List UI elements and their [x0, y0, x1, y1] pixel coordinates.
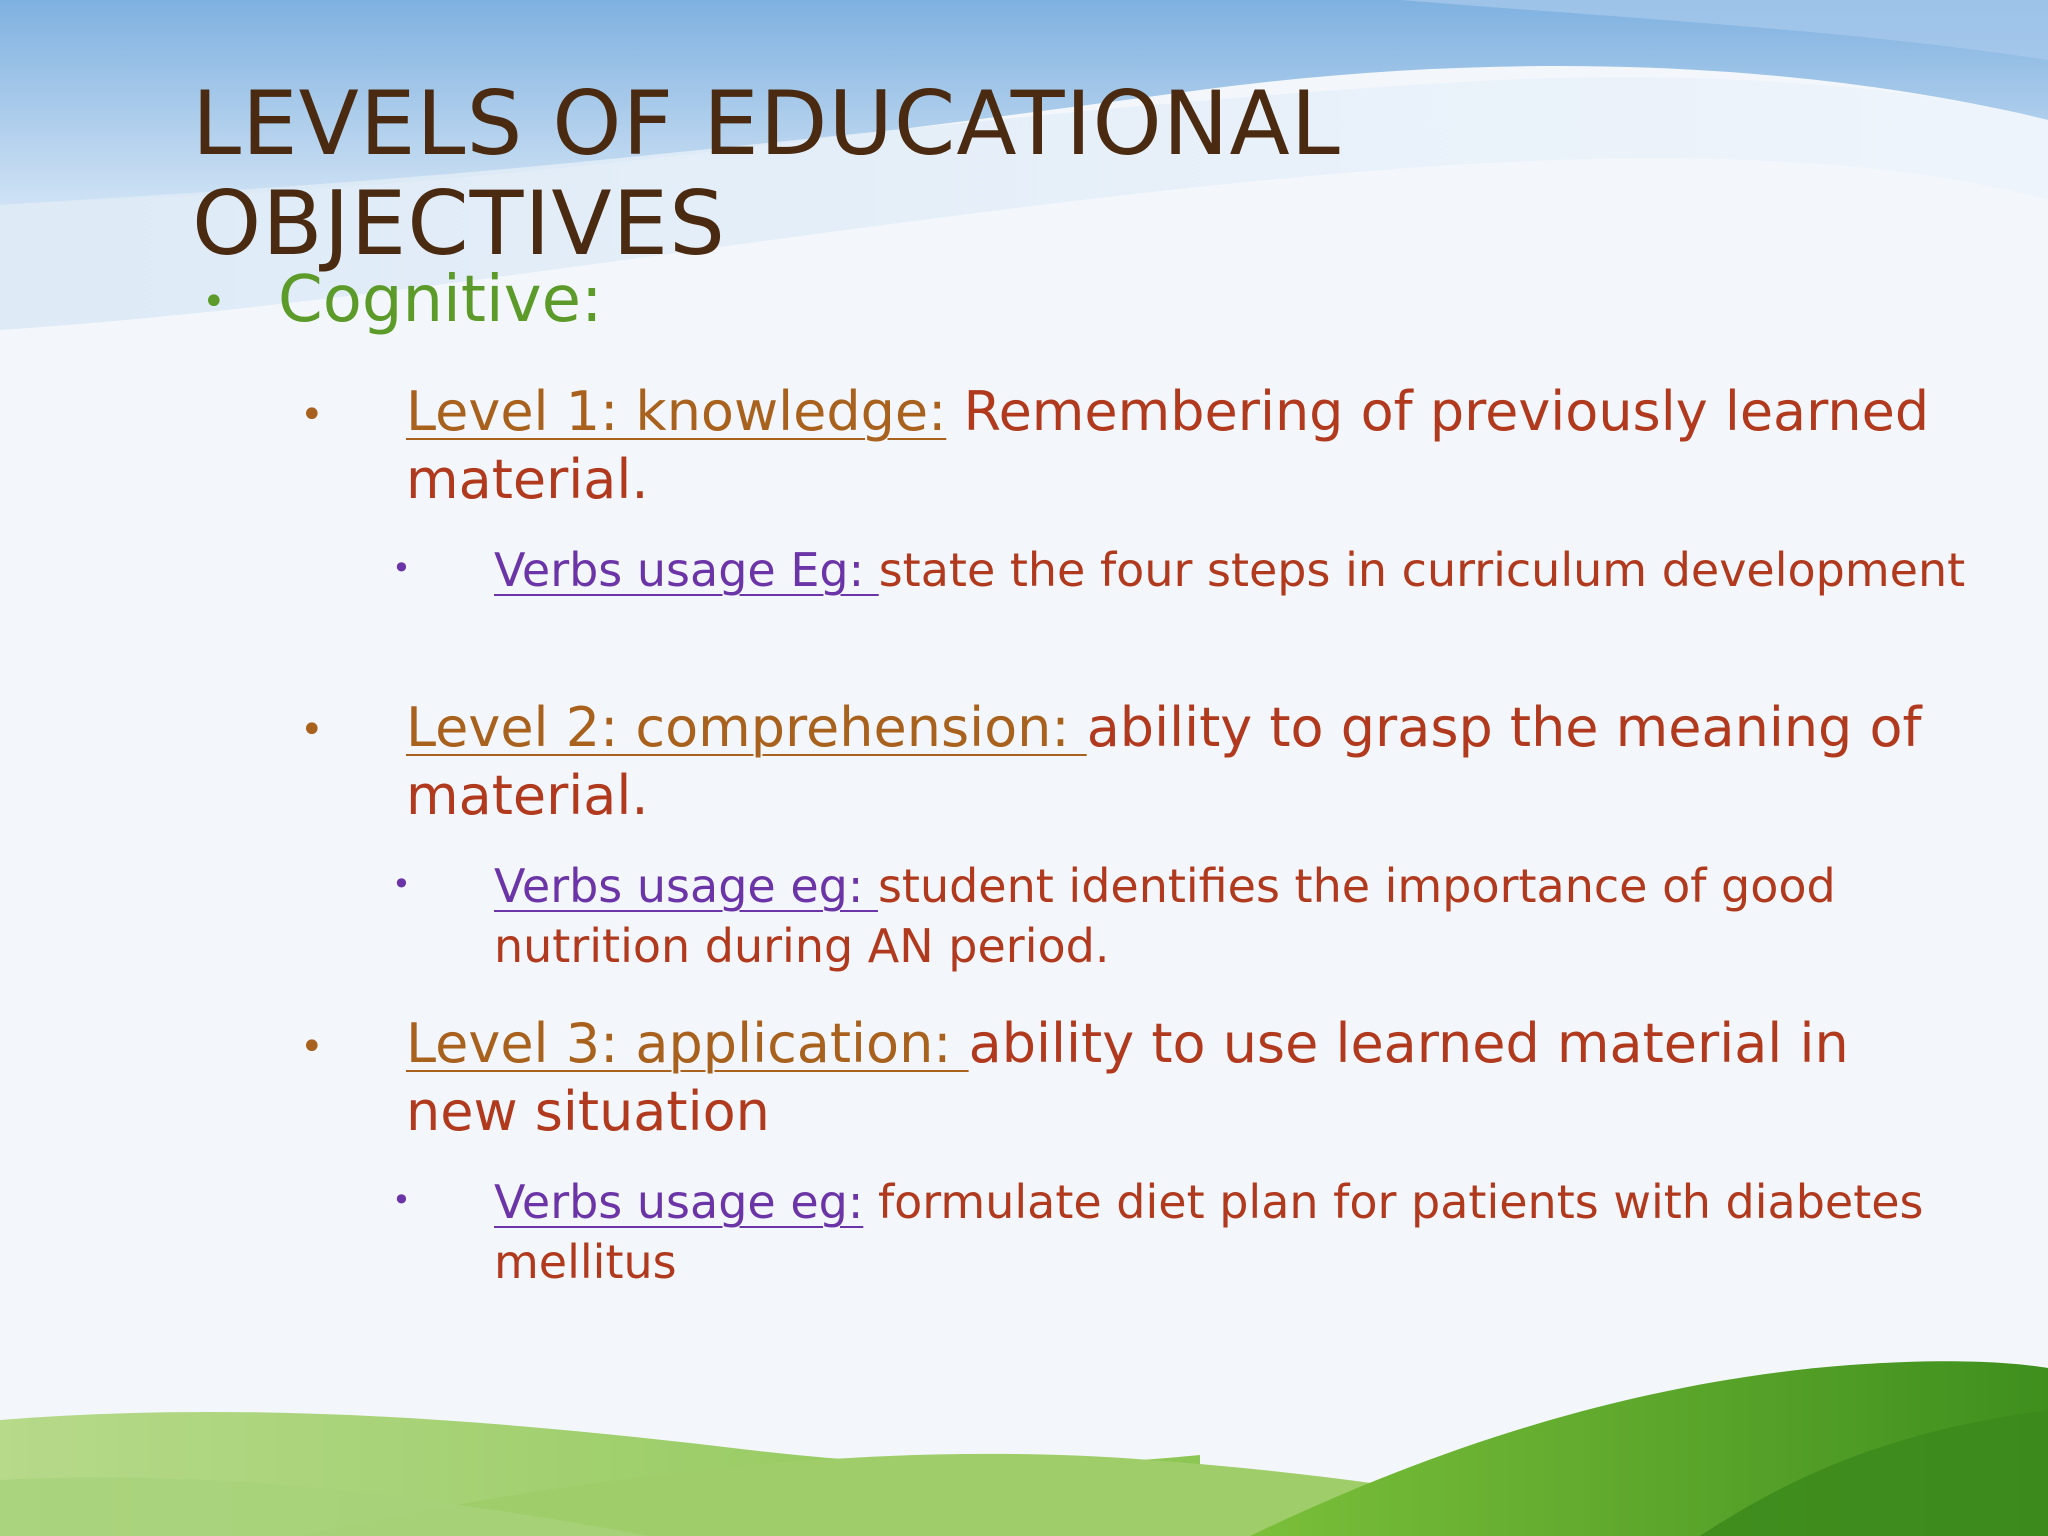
level-item — [406, 1010, 1946, 1146]
verb-label: Verbs usage eg: — [494, 1175, 864, 1229]
verb-text: student identifies the importance of good nutrition during AN period. — [494, 859, 1836, 973]
bullet-dot: • — [300, 392, 324, 438]
level-description: ability to grasp the meaning of material. — [406, 696, 1922, 827]
verb-example — [494, 1172, 1974, 1292]
verb-label: Verbs usage eg: — [494, 859, 878, 913]
bullet-dot: • — [392, 549, 411, 587]
level-heading: Level 3: application: — [406, 1012, 969, 1075]
verb-example — [494, 856, 1974, 976]
bullet-dot: • — [392, 865, 411, 903]
category-heading: Cognitive: — [278, 263, 603, 337]
verb-label: Verbs usage Eg: — [494, 543, 879, 597]
bullet-dot: • — [300, 1024, 324, 1070]
bullet-dot: • — [392, 1181, 411, 1219]
bullet-dot: • — [300, 707, 324, 753]
level-description: Remembering of previously learned material. — [406, 380, 1930, 511]
level-heading: Level 2: comprehension: — [406, 696, 1087, 759]
level-item — [406, 378, 1946, 514]
bullet-dot: • — [202, 279, 226, 325]
level-description: ability to use learned material in new situation — [406, 1012, 1849, 1143]
verb-example — [494, 540, 1974, 600]
verb-text: state the four steps in curriculum development — [878, 543, 1966, 597]
level-heading: Level 1: knowledge: — [406, 380, 947, 443]
level-item — [406, 694, 1946, 830]
slide-title: LEVELS OF EDUCATIONAL OBJECTIVES — [192, 72, 1341, 275]
verb-text: formulate diet plan for patients with diabetes mellitus — [494, 1175, 1924, 1289]
